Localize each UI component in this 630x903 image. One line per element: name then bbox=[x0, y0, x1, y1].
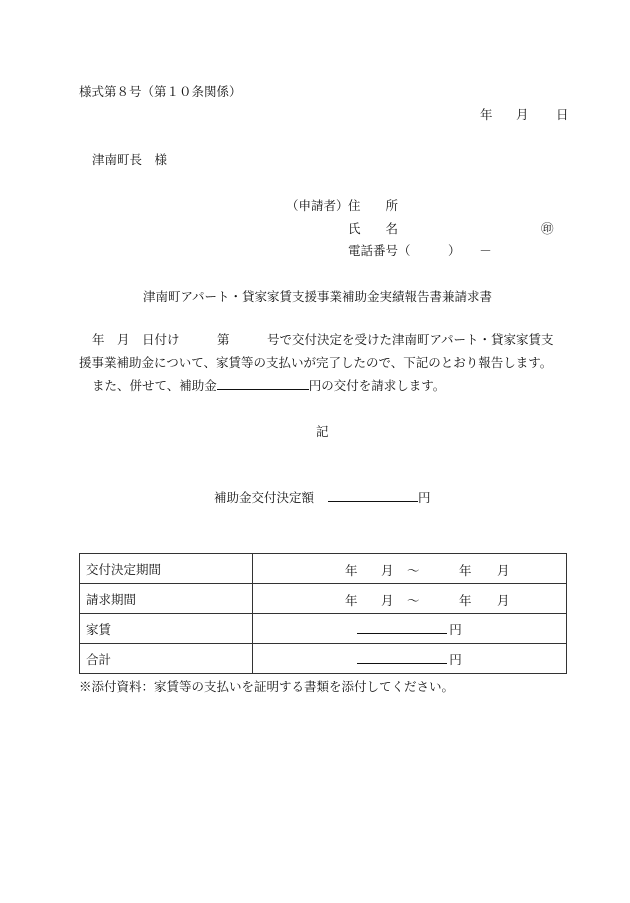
decision-amount-blank bbox=[328, 489, 418, 502]
period-month-end: 月 bbox=[497, 593, 510, 608]
body-line-3-end: 円の交付を請求します。 bbox=[308, 378, 446, 393]
row-label: 合計 bbox=[80, 644, 253, 674]
addressee: 津南町長 様 bbox=[92, 152, 168, 167]
table-row bbox=[80, 584, 567, 614]
body-line-1: 年 月 日付け 第 号で交付決定を受けた津南町アパート・貸家家賃支 bbox=[92, 332, 554, 347]
phone-label: 電話番号（ ） － bbox=[348, 243, 492, 258]
row-label: 請求期間 bbox=[80, 584, 253, 614]
body-line-3 bbox=[92, 376, 445, 394]
period-cell bbox=[253, 554, 567, 584]
row-label: 交付決定期間 bbox=[80, 554, 253, 584]
seal-mark: ㊞ bbox=[541, 221, 554, 236]
period-month-start: 月 bbox=[381, 563, 394, 578]
table-row bbox=[80, 554, 567, 584]
amount-cell bbox=[253, 644, 567, 674]
period-tilde: ～ bbox=[407, 563, 420, 578]
body-line-3-start: また、併せて、補助金 bbox=[92, 378, 217, 393]
address-label: 住 所 bbox=[348, 198, 399, 213]
period-cell bbox=[253, 584, 567, 614]
report-table bbox=[79, 553, 567, 674]
date-year: 年 bbox=[480, 107, 493, 122]
date-day: 日 bbox=[556, 107, 569, 122]
period-year-start: 年 bbox=[345, 593, 358, 608]
decision-amount-unit: 円 bbox=[418, 490, 431, 505]
row-label: 家賃 bbox=[80, 614, 253, 644]
document-title: 津南町アパート・貸家家賃支援事業補助金実績報告書兼請求書 bbox=[143, 289, 493, 304]
period-month-start: 月 bbox=[381, 593, 394, 608]
period-year-end: 年 bbox=[459, 593, 472, 608]
decision-amount-label: 補助金交付決定額 bbox=[214, 490, 315, 505]
attachment-note: ※添付資料：家賃等の支払いを証明する書類を添付してください。 bbox=[79, 679, 455, 694]
form-number: 様式第８号（第１０条関係） bbox=[79, 84, 242, 99]
table-row bbox=[80, 614, 567, 644]
table-row bbox=[80, 644, 567, 674]
ki-heading: 記 bbox=[316, 424, 329, 439]
request-amount-blank bbox=[217, 377, 309, 390]
decision-amount bbox=[214, 488, 431, 506]
amount-cell bbox=[253, 614, 567, 644]
period-year-start: 年 bbox=[345, 563, 358, 578]
body-line-2: 援事業補助金について、家賃等の支払いが完了したので、下記のとおり報告します。 bbox=[79, 355, 553, 370]
period-year-end: 年 bbox=[459, 563, 472, 578]
period-month-end: 月 bbox=[497, 563, 510, 578]
amount-unit: 円 bbox=[449, 651, 462, 667]
date-month: 月 bbox=[516, 107, 529, 122]
rent-amount-blank bbox=[357, 621, 447, 634]
period-tilde: ～ bbox=[407, 593, 420, 608]
amount-unit: 円 bbox=[449, 621, 462, 637]
name-label: 氏 名 bbox=[348, 221, 399, 236]
applicant-role: （申請者） bbox=[286, 198, 349, 213]
total-amount-blank bbox=[357, 651, 447, 664]
